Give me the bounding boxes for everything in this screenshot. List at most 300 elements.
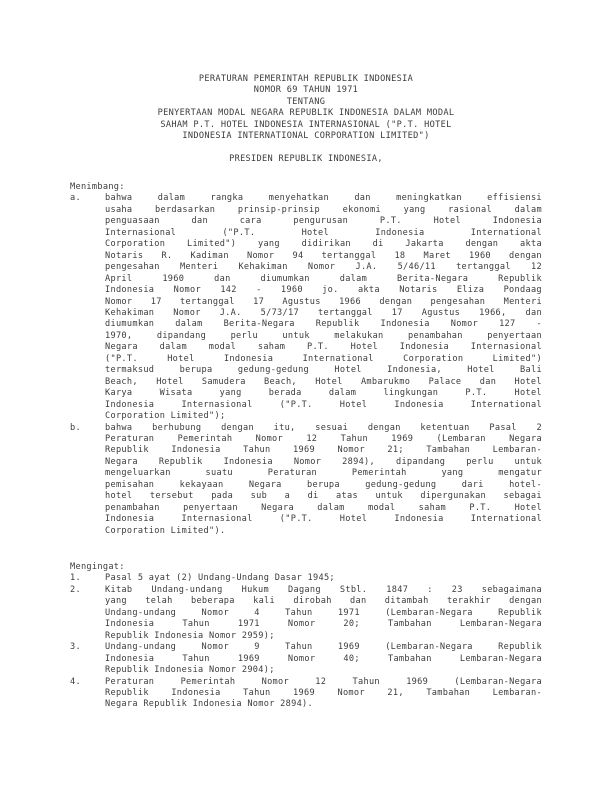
word: penguasaan (105, 216, 160, 227)
word: Tahun (182, 653, 210, 664)
word: ("P.T. (279, 399, 313, 410)
word: dalam (317, 502, 345, 513)
word: dan (525, 307, 542, 318)
word: dari (461, 479, 484, 490)
word: Tahun (285, 607, 313, 618)
word: 5/46/11 (397, 262, 436, 273)
list-item-marker: b. (70, 422, 81, 433)
word: sebagaimana (481, 584, 542, 595)
word: Republik (105, 445, 149, 456)
word: Limited") (492, 353, 542, 364)
word: di (307, 491, 319, 502)
word: Nomor (246, 250, 275, 261)
word: kekayaan (179, 479, 224, 490)
word: Wisata (159, 388, 193, 399)
word: J.A. (355, 262, 378, 273)
word: mengatur (498, 468, 542, 479)
word: 1971 (337, 607, 360, 618)
word: meningkatkan (396, 193, 462, 204)
text-line (105, 468, 542, 479)
title-line: SAHAM P.T. HOTEL INDONESIA INTERNASIONAL ("P.T. HOTEL (160, 119, 452, 130)
word: P.T. (465, 388, 488, 399)
word: effisiensi (487, 193, 542, 204)
word: didirikan (301, 239, 351, 250)
word: 40; (343, 653, 360, 664)
list-item-marker: 2. (70, 584, 81, 595)
list-item-marker: 1. (70, 573, 81, 584)
title-line: INDONESIA INTERNATIONAL CORPORATION LIMITED") (182, 131, 430, 142)
word: - (256, 285, 262, 296)
word: Nomor (337, 445, 365, 456)
word: dalam (159, 342, 187, 353)
word: Kehakiman (105, 307, 155, 318)
text-line (105, 654, 542, 665)
word: yang (441, 468, 464, 479)
word: 2894), (342, 456, 375, 467)
text-line (105, 445, 542, 456)
word: Hotel (350, 342, 378, 353)
text-line (105, 423, 542, 434)
word: berdasarkan (155, 204, 216, 215)
word: itu, (273, 422, 296, 433)
word: Internasional (181, 399, 253, 410)
word: Nomor (201, 642, 229, 653)
title-line: PERATURAN PEMERINTAH REPUBLIK INDONESIA (198, 74, 414, 84)
word: Dagang (288, 584, 321, 595)
word: Tahun (340, 433, 368, 444)
word: April (105, 273, 133, 284)
text-line (105, 619, 542, 630)
word: Tambahan (387, 653, 432, 664)
word: termaksud (105, 365, 155, 376)
text-line (105, 331, 542, 342)
word: Hotel (514, 502, 542, 513)
word: Indonesia (105, 399, 155, 410)
word: mengeluarkan (105, 468, 171, 479)
word: 1969 (406, 676, 429, 687)
word: J.A. (219, 307, 242, 318)
word: Nomor (255, 433, 284, 444)
word: 1847 (386, 584, 409, 595)
text-line (105, 491, 542, 502)
word: sebagai (503, 491, 542, 502)
word: Beach, (105, 376, 138, 387)
word: menyehatkan (268, 193, 329, 204)
word: Palace (428, 376, 462, 387)
word: telah (145, 596, 173, 607)
word: Menteri (503, 296, 542, 307)
word: Indonesia (105, 619, 155, 630)
word: Undang-undang (105, 642, 177, 653)
word: 1969 (391, 433, 414, 444)
word: 1966, (479, 307, 507, 318)
list-item (70, 677, 542, 711)
word: dalam (175, 319, 203, 330)
word: modal (208, 342, 237, 353)
word: usaha (105, 204, 133, 215)
list-item-text (105, 423, 542, 538)
word: Indonesia (105, 653, 155, 664)
word: Peraturan (267, 468, 318, 479)
word: yang (219, 388, 242, 399)
text-line (105, 677, 542, 688)
word: Karya (105, 388, 133, 399)
word: Limited") (186, 239, 237, 250)
word: dengan (379, 296, 413, 307)
word: Hotel (339, 399, 368, 410)
word: 21, (387, 687, 404, 698)
word: Lembaran- (492, 445, 542, 456)
word: International (302, 353, 374, 364)
text-line: Negara Republik Indonesia Nomor 2894). (105, 699, 314, 710)
text-line (105, 596, 542, 607)
word: Nomor (287, 653, 316, 664)
word: yang (403, 204, 426, 215)
word: dengan (465, 239, 499, 250)
word: tersebut (149, 491, 194, 502)
text-line (105, 308, 542, 319)
word: Indonesia (394, 399, 444, 410)
word: P.T. (469, 502, 492, 513)
word: Indonesia (105, 285, 155, 296)
word: Agustus (282, 296, 321, 307)
word: berupa (179, 365, 213, 376)
word: gedung-gedung (237, 365, 310, 376)
list-item-text (105, 642, 542, 676)
word: saham (257, 342, 286, 353)
word: Nomor (105, 296, 133, 307)
word: penambahan (105, 502, 160, 513)
word: Republik (158, 456, 203, 467)
list-item-text (105, 573, 542, 584)
word: diumumkan (105, 319, 155, 330)
word: berupa (307, 479, 340, 490)
word: 17 (391, 307, 403, 318)
word: Internasional (105, 227, 177, 238)
word: Indonesia (105, 514, 155, 525)
word: 12 (531, 262, 542, 273)
word: dan (214, 273, 231, 284)
word: Republik (498, 607, 542, 618)
word: 4 (254, 607, 260, 618)
word: dan (354, 193, 371, 204)
text-line (105, 262, 542, 273)
word: Indonesia (399, 342, 450, 353)
word: kali (253, 596, 276, 607)
word: pengurusan (293, 216, 349, 227)
word: Indonesia (380, 319, 430, 330)
word: International (470, 399, 542, 410)
text-line (105, 228, 542, 239)
word: (Lembaran-Negara (385, 607, 473, 618)
word: untuk (375, 491, 403, 502)
word: dengan (509, 250, 542, 261)
word: Ambarukmo (360, 376, 411, 387)
word: Indonesia (171, 445, 221, 456)
word: (Lembaran-Negara (454, 676, 542, 687)
list-item (70, 585, 542, 642)
word: dengan (509, 596, 542, 607)
word: Nomor (450, 319, 479, 330)
word: 1960 (280, 285, 303, 296)
word: 12 (306, 433, 318, 444)
list-item (70, 642, 542, 676)
word: International (470, 227, 542, 238)
word: Republik (105, 687, 149, 698)
word: berada (268, 388, 302, 399)
word: pengesahan (430, 296, 486, 307)
word: diumumkan (260, 273, 310, 284)
word: yang (257, 239, 280, 250)
text-line (105, 205, 542, 216)
text-line (105, 239, 542, 250)
word: Indonesia (375, 227, 425, 238)
word: Kadiman (190, 250, 229, 261)
word: akta (520, 239, 542, 250)
word: Nomor (173, 307, 201, 318)
word: Tahun (182, 619, 210, 630)
text-line: Corporation Limited"); (105, 411, 226, 422)
word: prinsip-prinsip (237, 204, 320, 215)
word: dirobah (293, 596, 332, 607)
word: yang (105, 596, 127, 607)
word: Kitab (105, 584, 133, 595)
word: pada (211, 491, 234, 502)
word: Peraturan (105, 433, 155, 444)
word: 1969 (237, 653, 260, 664)
list-item-marker: a. (70, 193, 81, 204)
word: Negara (105, 342, 138, 353)
word: dengan (221, 422, 254, 433)
word: 17 (150, 296, 162, 307)
text-line: Corporation Limited"). (105, 525, 226, 536)
word: Pemerintah (180, 676, 236, 687)
text-line (105, 642, 542, 653)
text-line (105, 480, 542, 491)
document-title-block (36, 74, 576, 143)
word: sub (250, 491, 268, 502)
word: Undang-undang (151, 584, 223, 595)
word: Beach, (264, 376, 297, 387)
word: dan (350, 596, 367, 607)
word: Jakarta (405, 239, 444, 250)
word: tertanggal (456, 262, 511, 273)
word: ketentuan (420, 422, 470, 433)
word: 5/73/17 (260, 307, 299, 318)
word: dipergunakan (420, 491, 487, 502)
text-line (105, 585, 542, 596)
word: di (372, 239, 384, 250)
word: hotel- (509, 479, 542, 490)
text-line (105, 251, 542, 262)
word: melakukan (334, 330, 384, 341)
text-line (105, 377, 542, 388)
word: 1969 (293, 445, 315, 456)
list-item-marker: 4. (70, 676, 81, 687)
word: rangka (210, 193, 244, 204)
word: modal (367, 502, 396, 513)
text-line (105, 503, 542, 514)
word: tertanggal (321, 250, 377, 261)
word: - (536, 319, 542, 330)
word: penyertaan (487, 330, 542, 341)
word: Corporation (105, 239, 166, 250)
word: Tambahan (426, 687, 471, 698)
word: Tahun (285, 642, 313, 653)
word: 94 (292, 250, 304, 261)
word: 23 (451, 584, 463, 595)
title-line: TENTANG (286, 96, 326, 107)
section-menimbang (70, 182, 542, 537)
list-item-text (105, 585, 542, 642)
word: ("P.T. (105, 353, 138, 364)
word: Lembaran- (492, 687, 542, 698)
word: Pemerintah (351, 468, 407, 479)
word: 18 (394, 250, 406, 261)
word: 2 (536, 422, 542, 433)
word: rasional (448, 204, 492, 215)
text-line (105, 285, 542, 296)
list-item (70, 573, 542, 584)
word: dan (191, 216, 208, 227)
word: pemisahan (105, 479, 155, 490)
word: 9 (254, 642, 260, 653)
text-line (105, 319, 542, 330)
word: (Lembaran (436, 433, 486, 444)
word: Menteri (179, 262, 219, 273)
word: : (427, 584, 433, 595)
word: tertanggal (318, 307, 373, 318)
word: Bali (520, 365, 542, 376)
word: Negara (248, 479, 282, 490)
word: dipandang (156, 330, 207, 341)
word: dipandang (395, 456, 446, 467)
word: Notaris (105, 250, 144, 261)
word: Maret (423, 250, 451, 261)
word: Eliza (456, 285, 485, 296)
word: Berita-Negara (223, 319, 295, 330)
word: dengan (367, 422, 401, 433)
word: saham (418, 502, 447, 513)
word: Kehakiman (238, 262, 288, 273)
word: ("P.T. (279, 514, 313, 525)
text-line (105, 608, 542, 619)
word: dalam (157, 193, 186, 204)
word: untuk (282, 330, 310, 341)
text-line (105, 400, 542, 411)
word: 21; (387, 445, 404, 456)
word: Hotel (433, 216, 461, 227)
word: Nomor (261, 676, 289, 687)
word: lingkungan (383, 388, 439, 399)
word: Peraturan (105, 676, 155, 687)
text-line (105, 354, 542, 365)
word: Negara (509, 433, 542, 444)
text-line (105, 388, 542, 399)
word: Agustus (421, 307, 461, 318)
word: Undang-undang (105, 607, 177, 618)
word: ("P.T. (222, 227, 256, 238)
word: Nomor (287, 619, 316, 630)
word: Tahun (243, 687, 271, 698)
word: Nomor (201, 607, 229, 618)
word: gedung-gedung (365, 479, 437, 490)
word: Hotel (467, 365, 495, 376)
text-line: Republik Indonesia Nomor 2904); (105, 665, 275, 676)
word: P.T. (379, 216, 402, 227)
list-item (70, 193, 542, 422)
list-item-text (105, 677, 542, 711)
word: Hotel (514, 376, 542, 387)
word: Indonesia (223, 353, 274, 364)
word: a (284, 491, 291, 502)
word: beberapa (190, 596, 235, 607)
word: (Lembaran-Negara (385, 642, 473, 653)
word: 142 (220, 285, 237, 296)
text-line: Republik Indonesia Nomor 2959); (105, 630, 275, 641)
word: hotel (105, 491, 133, 502)
word: sesuai (315, 422, 349, 433)
word: Indonesia (492, 216, 542, 227)
word: P.T. (306, 342, 329, 353)
word: R. (161, 250, 173, 261)
text-line (105, 365, 542, 376)
word: terakhir (446, 596, 491, 607)
text-line (105, 342, 542, 353)
section-heading: Mengingat: (70, 562, 125, 572)
word: Tahun (243, 445, 271, 456)
text-line (105, 514, 542, 525)
word: Nomor (307, 262, 336, 273)
list-item-text (105, 193, 542, 422)
word: Tambahan (387, 619, 432, 630)
word: Negara (261, 502, 294, 513)
word: 1970, (105, 330, 133, 341)
word: bahwa (105, 422, 133, 433)
word: pengesahan (105, 262, 160, 273)
word: Internasional (181, 514, 253, 525)
word: tertanggal (180, 296, 235, 307)
word: Lembaran-Negara (459, 653, 542, 664)
word: Hotel (301, 227, 329, 238)
word: dalam (514, 204, 542, 215)
word: 1960 (469, 250, 491, 261)
word: 20; (343, 619, 360, 630)
word: 1969 (337, 642, 360, 653)
word: Hukum (241, 584, 269, 595)
title-line: PENYERTAAN MODAL NEGARA REPUBLIK INDONESIA DALAM MODAL (157, 108, 455, 119)
word: Hotel (167, 353, 195, 364)
word: 1960 (162, 273, 185, 284)
word: Indonesia, (387, 365, 442, 376)
text-line (105, 434, 542, 445)
word: jo. (322, 285, 339, 296)
word: atas (336, 491, 358, 502)
word: 1971 (237, 619, 260, 630)
word: Berita-Negara (397, 273, 469, 284)
word: Hotel (156, 376, 184, 387)
word: Negara (105, 456, 138, 467)
word: 12 (315, 676, 327, 687)
word: Hotel (339, 514, 368, 525)
text-line (105, 457, 542, 468)
word: penambahan (408, 330, 463, 341)
word: Pemerintah (177, 433, 233, 444)
word: Nomor (337, 687, 365, 698)
word: Lembaran-Negara (459, 619, 542, 630)
word: Indonesia (394, 514, 444, 525)
word: Republik (498, 642, 542, 653)
